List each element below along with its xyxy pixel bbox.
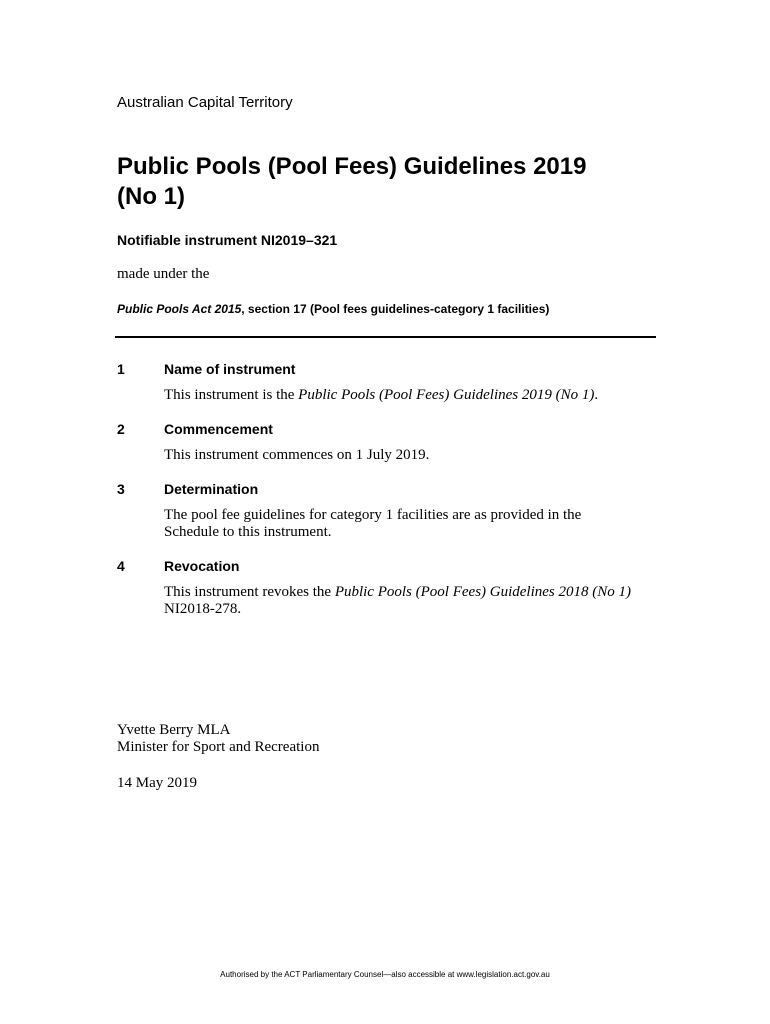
section-number: 3	[117, 481, 125, 497]
signature-block	[117, 722, 319, 756]
section-body	[164, 584, 654, 618]
jurisdiction: Australian Capital Territory	[117, 94, 293, 111]
section-heading: Name of instrument	[164, 361, 296, 377]
section-body-line-2: NI2018-278.	[164, 601, 242, 617]
section-body-text: This instrument is the	[164, 387, 299, 403]
section-body: This instrument commences on 1 July 2019.	[164, 447, 430, 463]
made-under-text: made under the	[117, 266, 210, 282]
section-body-text: This instrument revokes the	[164, 584, 335, 600]
enabling-section: , section 17 (Pool fees guidelines-category 1 facilities)	[241, 302, 550, 316]
section-heading: Revocation	[164, 558, 240, 574]
section-number: 4	[117, 558, 125, 574]
signature-date: 14 May 2019	[117, 775, 197, 791]
section-body-end: .	[594, 387, 599, 403]
footer-authorisation: Authorised by the ACT Parliamentary Counsel—also accessible at www.legislation.act.gov.au	[220, 970, 550, 979]
instrument-number: Notifiable instrument NI2019–321	[117, 232, 338, 248]
enabling-legislation	[117, 302, 549, 316]
section-heading: Determination	[164, 481, 259, 497]
section-body-line-2: Schedule to this instrument.	[164, 524, 332, 540]
title-line-2: (No 1)	[117, 183, 185, 210]
section-body-italic: Public Pools (Pool Fees) Guidelines 2018 (No 1)	[334, 584, 632, 600]
document-title	[117, 152, 677, 212]
section-body	[164, 387, 654, 404]
enabling-act-name: Public Pools Act 2015	[117, 302, 242, 316]
title-line-1: Public Pools (Pool Fees) Guidelines 2019	[117, 153, 587, 180]
header-divider	[115, 336, 656, 338]
section-number: 2	[117, 421, 125, 437]
signer-name: Yvette Berry MLA	[117, 722, 231, 738]
section-number: 1	[117, 361, 125, 377]
section-heading: Commencement	[164, 421, 273, 437]
section-body-line-1: The pool fee guidelines for category 1 facilities are as provided in the	[164, 507, 582, 523]
signer-role: Minister for Sport and Recreation	[117, 739, 320, 755]
section-body-italic: Public Pools (Pool Fees) Guidelines 2019 (No 1)	[298, 387, 595, 403]
section-body	[164, 507, 654, 541]
